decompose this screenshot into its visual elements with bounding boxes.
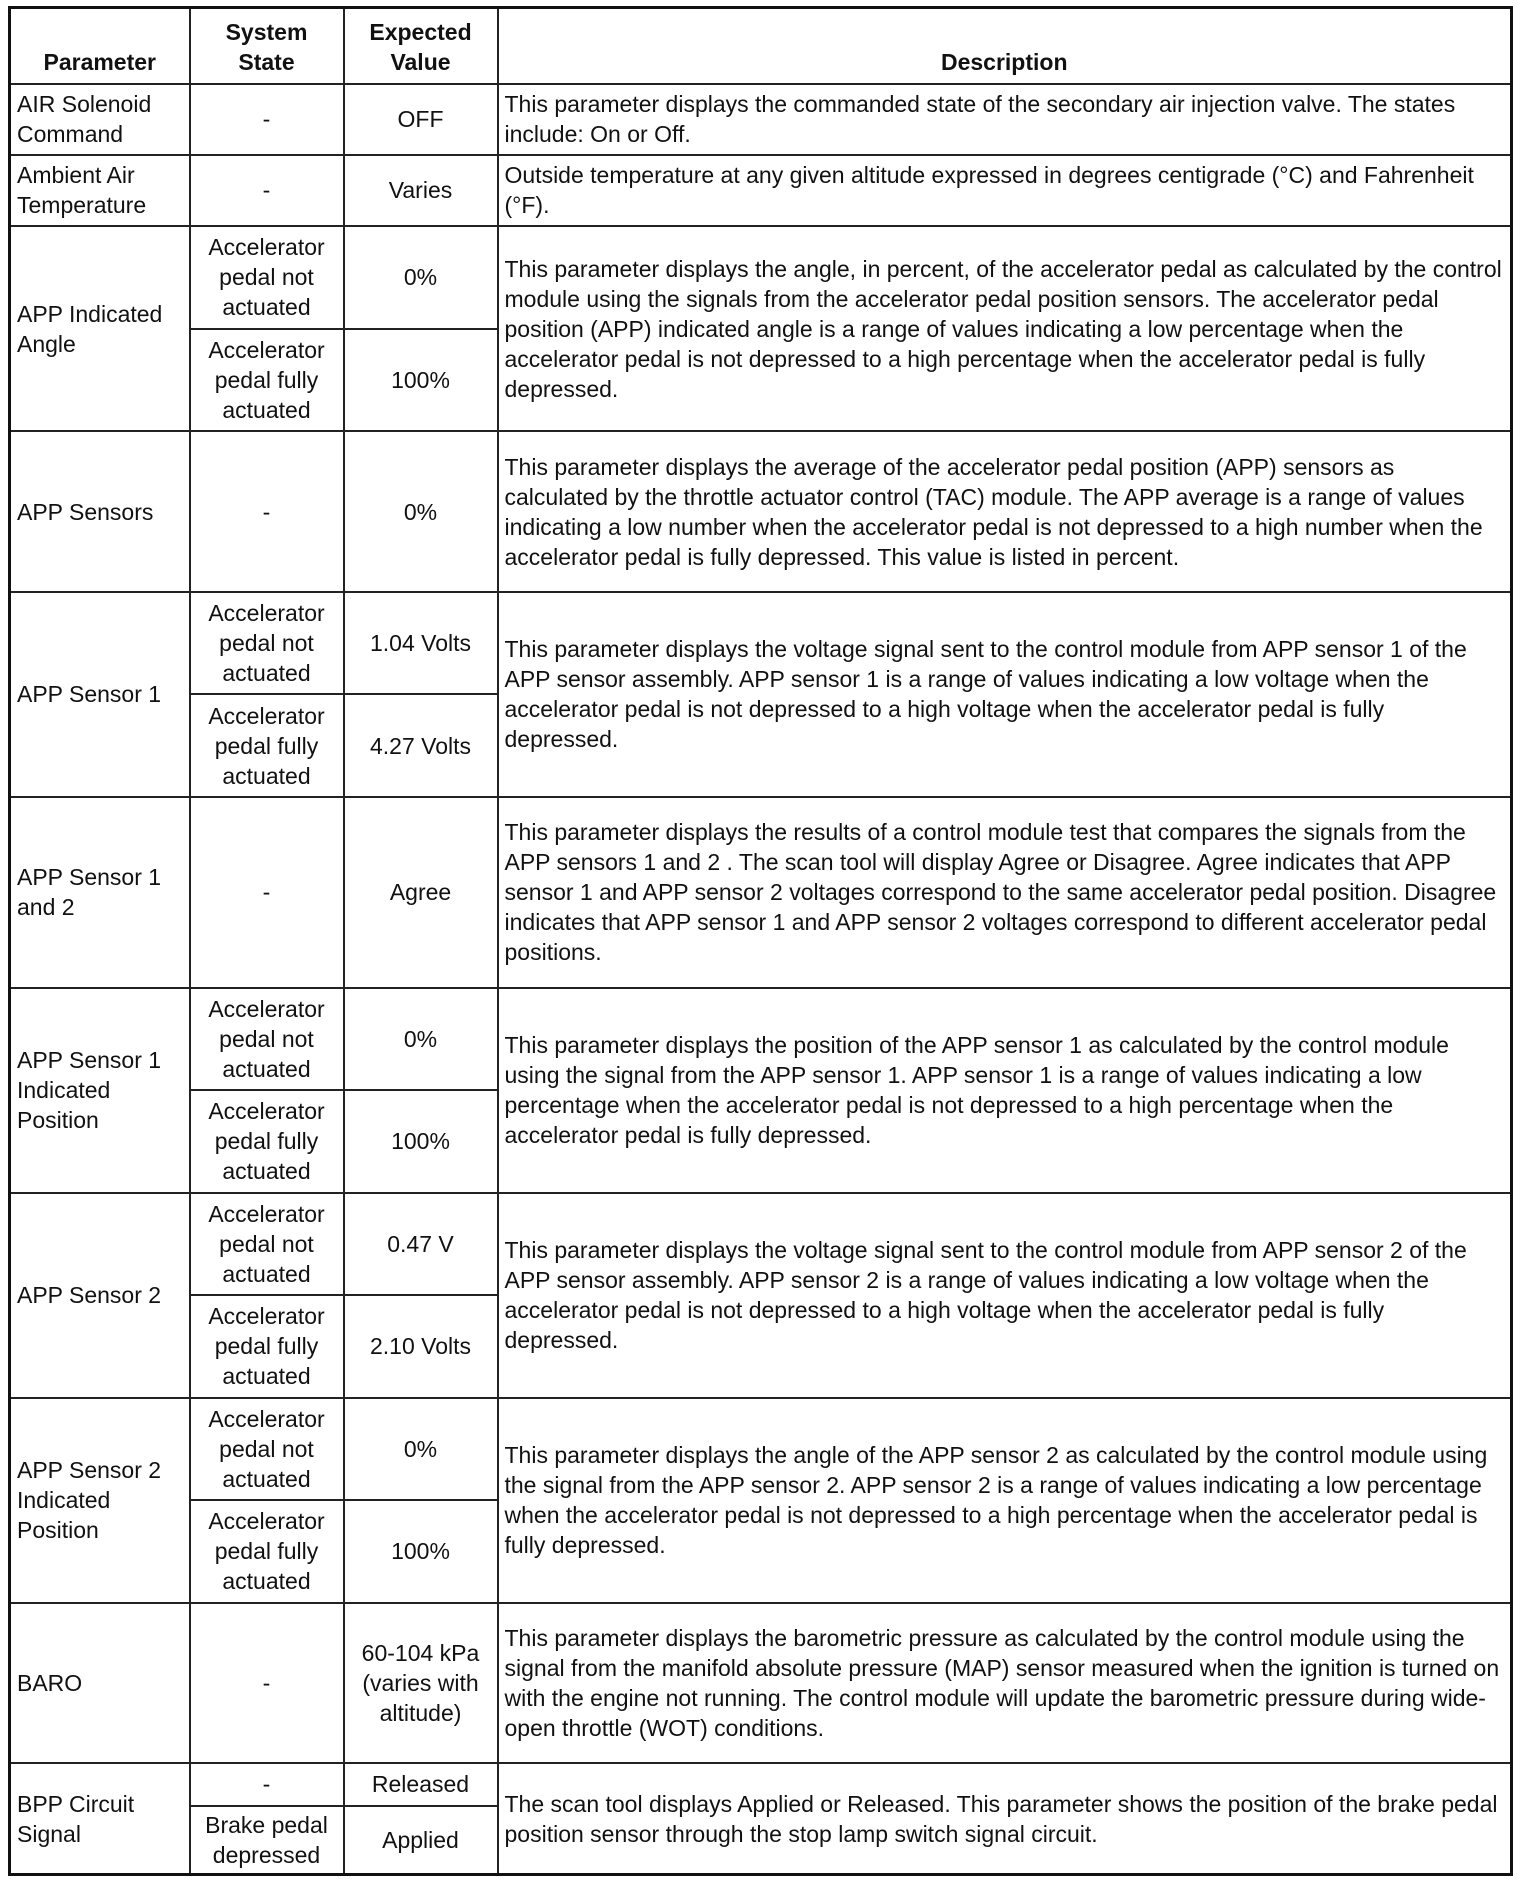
description-cell: This parameter displays the barometric pressure as calculated by the control module using the signal from the manifold absolute pressure (MAP) sensor measured when the ignition is turned on with the engine not running. The control module will update the barometric pressure during wide-open throttle (WOT) conditions. [498,1603,1512,1764]
description-cell: This parameter displays the average of the accelerator pedal position (APP) sensors as calculated by the throttle actuator control (TAC) module. The APP average is a range of values indicating a low number when the accelerator pedal is not depressed to a high number when the accelerator pedal is fully depressed. This value is listed in percent. [498,431,1512,592]
expected-value-cell: 0.47 V [344,1193,498,1295]
parameter-cell: BPP Circuit Signal [10,1763,190,1874]
expected-value-cell: 0% [344,226,498,328]
expected-value-cell: 1.04 Volts [344,592,498,694]
parameter-cell: APP Indicated Angle [10,226,190,431]
parameter-cell: APP Sensor 1 Indicated Position [10,988,190,1193]
system-state-cell: - [190,431,344,592]
expected-value-cell: 100% [344,1090,498,1192]
system-state-cell: Accelerator pedal not actuated [190,988,344,1090]
expected-value-cell: 2.10 Volts [344,1295,498,1397]
parameter-cell: APP Sensor 2 [10,1193,190,1398]
description-cell: This parameter displays the results of a control module test that compares the signals from the APP sensors 1 and 2 . The scan tool will display Agree or Disagree. Agree indicates that APP sensor 1 and APP sensor 2 voltages correspond to the same accelerator pedal position. Disagree indicates that APP sensor 1 and APP sensor 2 voltages correspond to different accelerator pedal positions. [498,797,1512,988]
system-state-cell: - [190,155,344,226]
table-row [10,1603,1512,1764]
table-row [10,797,1512,988]
system-state-cell: Accelerator pedal not actuated [190,1398,344,1500]
expected-value-cell: Varies [344,155,498,226]
description-cell: This parameter displays the angle of the APP sensor 2 as calculated by the control module using the signal from the APP sensor 2. APP sensor 2 is a range of values indicating a low percentage when the accelerator pedal is not depressed to a high percentage when the accelerator pedal is fully depressed. [498,1398,1512,1603]
system-state-cell: Brake pedal depressed [190,1806,344,1875]
system-state-cell: Accelerator pedal fully actuated [190,694,344,796]
description-cell: This parameter displays the angle, in percent, of the accelerator pedal as calculated by the control module using the signals from the accelerator pedal position sensors. The accelerator pedal position (APP) indicated angle is a range of values indicating a low percentage when the accelerator pedal is not depressed to a high percentage when the accelerator pedal is fully depressed. [498,226,1512,431]
expected-value-cell: 60-104 kPa (varies with altitude) [344,1603,498,1764]
expected-value-cell: 0% [344,1398,498,1500]
system-state-cell: Accelerator pedal fully actuated [190,1295,344,1397]
header-row [10,8,1512,84]
parameter-cell: AIR Solenoid Command [10,84,190,155]
table-row [10,84,1512,155]
parameter-cell: Ambient Air Temperature [10,155,190,226]
expected-value-cell: Released [344,1763,498,1805]
table-row [10,1193,1512,1295]
header-expected-value: Expected Value [344,8,498,84]
header-parameter: Parameter [10,8,190,84]
description-cell: This parameter displays the voltage signal sent to the control module from APP sensor 2 of the APP sensor assembly. APP sensor 2 is a range of values indicating a low voltage when the accelerator pedal is not depressed to a high voltage when the accelerator pedal is fully depressed. [498,1193,1512,1398]
table-row [10,1763,1512,1805]
parameter-cell: BARO [10,1603,190,1764]
description-cell: This parameter displays the commanded state of the secondary air injection valve. The states include: On or Off. [498,84,1512,155]
expected-value-cell: 0% [344,431,498,592]
expected-value-cell: 0% [344,988,498,1090]
system-state-cell: Accelerator pedal fully actuated [190,1090,344,1192]
system-state-cell: Accelerator pedal not actuated [190,592,344,694]
parameter-cell: APP Sensor 2 Indicated Position [10,1398,190,1603]
system-state-cell: Accelerator pedal fully actuated [190,1500,344,1602]
parameter-table-page [8,6,1510,1876]
table-row [10,988,1512,1090]
description-cell: The scan tool displays Applied or Released. This parameter shows the position of the brake pedal position sensor through the stop lamp switch signal circuit. [498,1763,1512,1874]
expected-value-cell: 4.27 Volts [344,694,498,796]
system-state-cell: Accelerator pedal fully actuated [190,329,344,431]
expected-value-cell: 100% [344,1500,498,1602]
description-cell: Outside temperature at any given altitude expressed in degrees centigrade (°C) and Fahrenheit (°F). [498,155,1512,226]
table-row [10,431,1512,592]
table-row [10,1398,1512,1500]
system-state-cell: - [190,84,344,155]
header-system-state: System State [190,8,344,84]
system-state-cell: Accelerator pedal not actuated [190,226,344,328]
table-row [10,226,1512,328]
table-row [10,592,1512,694]
system-state-cell: - [190,797,344,988]
description-cell: This parameter displays the position of the APP sensor 1 as calculated by the control module using the signal from the APP sensor 1. APP sensor 1 is a range of values indicating a low percentage when the accelerator pedal is not depressed to a high percentage when the accelerator pedal is fully depressed. [498,988,1512,1193]
system-state-cell: Accelerator pedal not actuated [190,1193,344,1295]
parameter-cell: APP Sensor 1 and 2 [10,797,190,988]
expected-value-cell: Agree [344,797,498,988]
table-row [10,155,1512,226]
parameter-cell: APP Sensor 1 [10,592,190,797]
description-cell: This parameter displays the voltage signal sent to the control module from APP sensor 1 of the APP sensor assembly. APP sensor 1 is a range of values indicating a low voltage when the accelerator pedal is not depressed to a high voltage when the accelerator pedal is fully depressed. [498,592,1512,797]
header-description: Description [498,8,1512,84]
system-state-cell: - [190,1763,344,1805]
expected-value-cell: 100% [344,329,498,431]
expected-value-cell: OFF [344,84,498,155]
parameter-table [8,6,1513,1876]
parameter-cell: APP Sensors [10,431,190,592]
expected-value-cell: Applied [344,1806,498,1875]
system-state-cell: - [190,1603,344,1764]
